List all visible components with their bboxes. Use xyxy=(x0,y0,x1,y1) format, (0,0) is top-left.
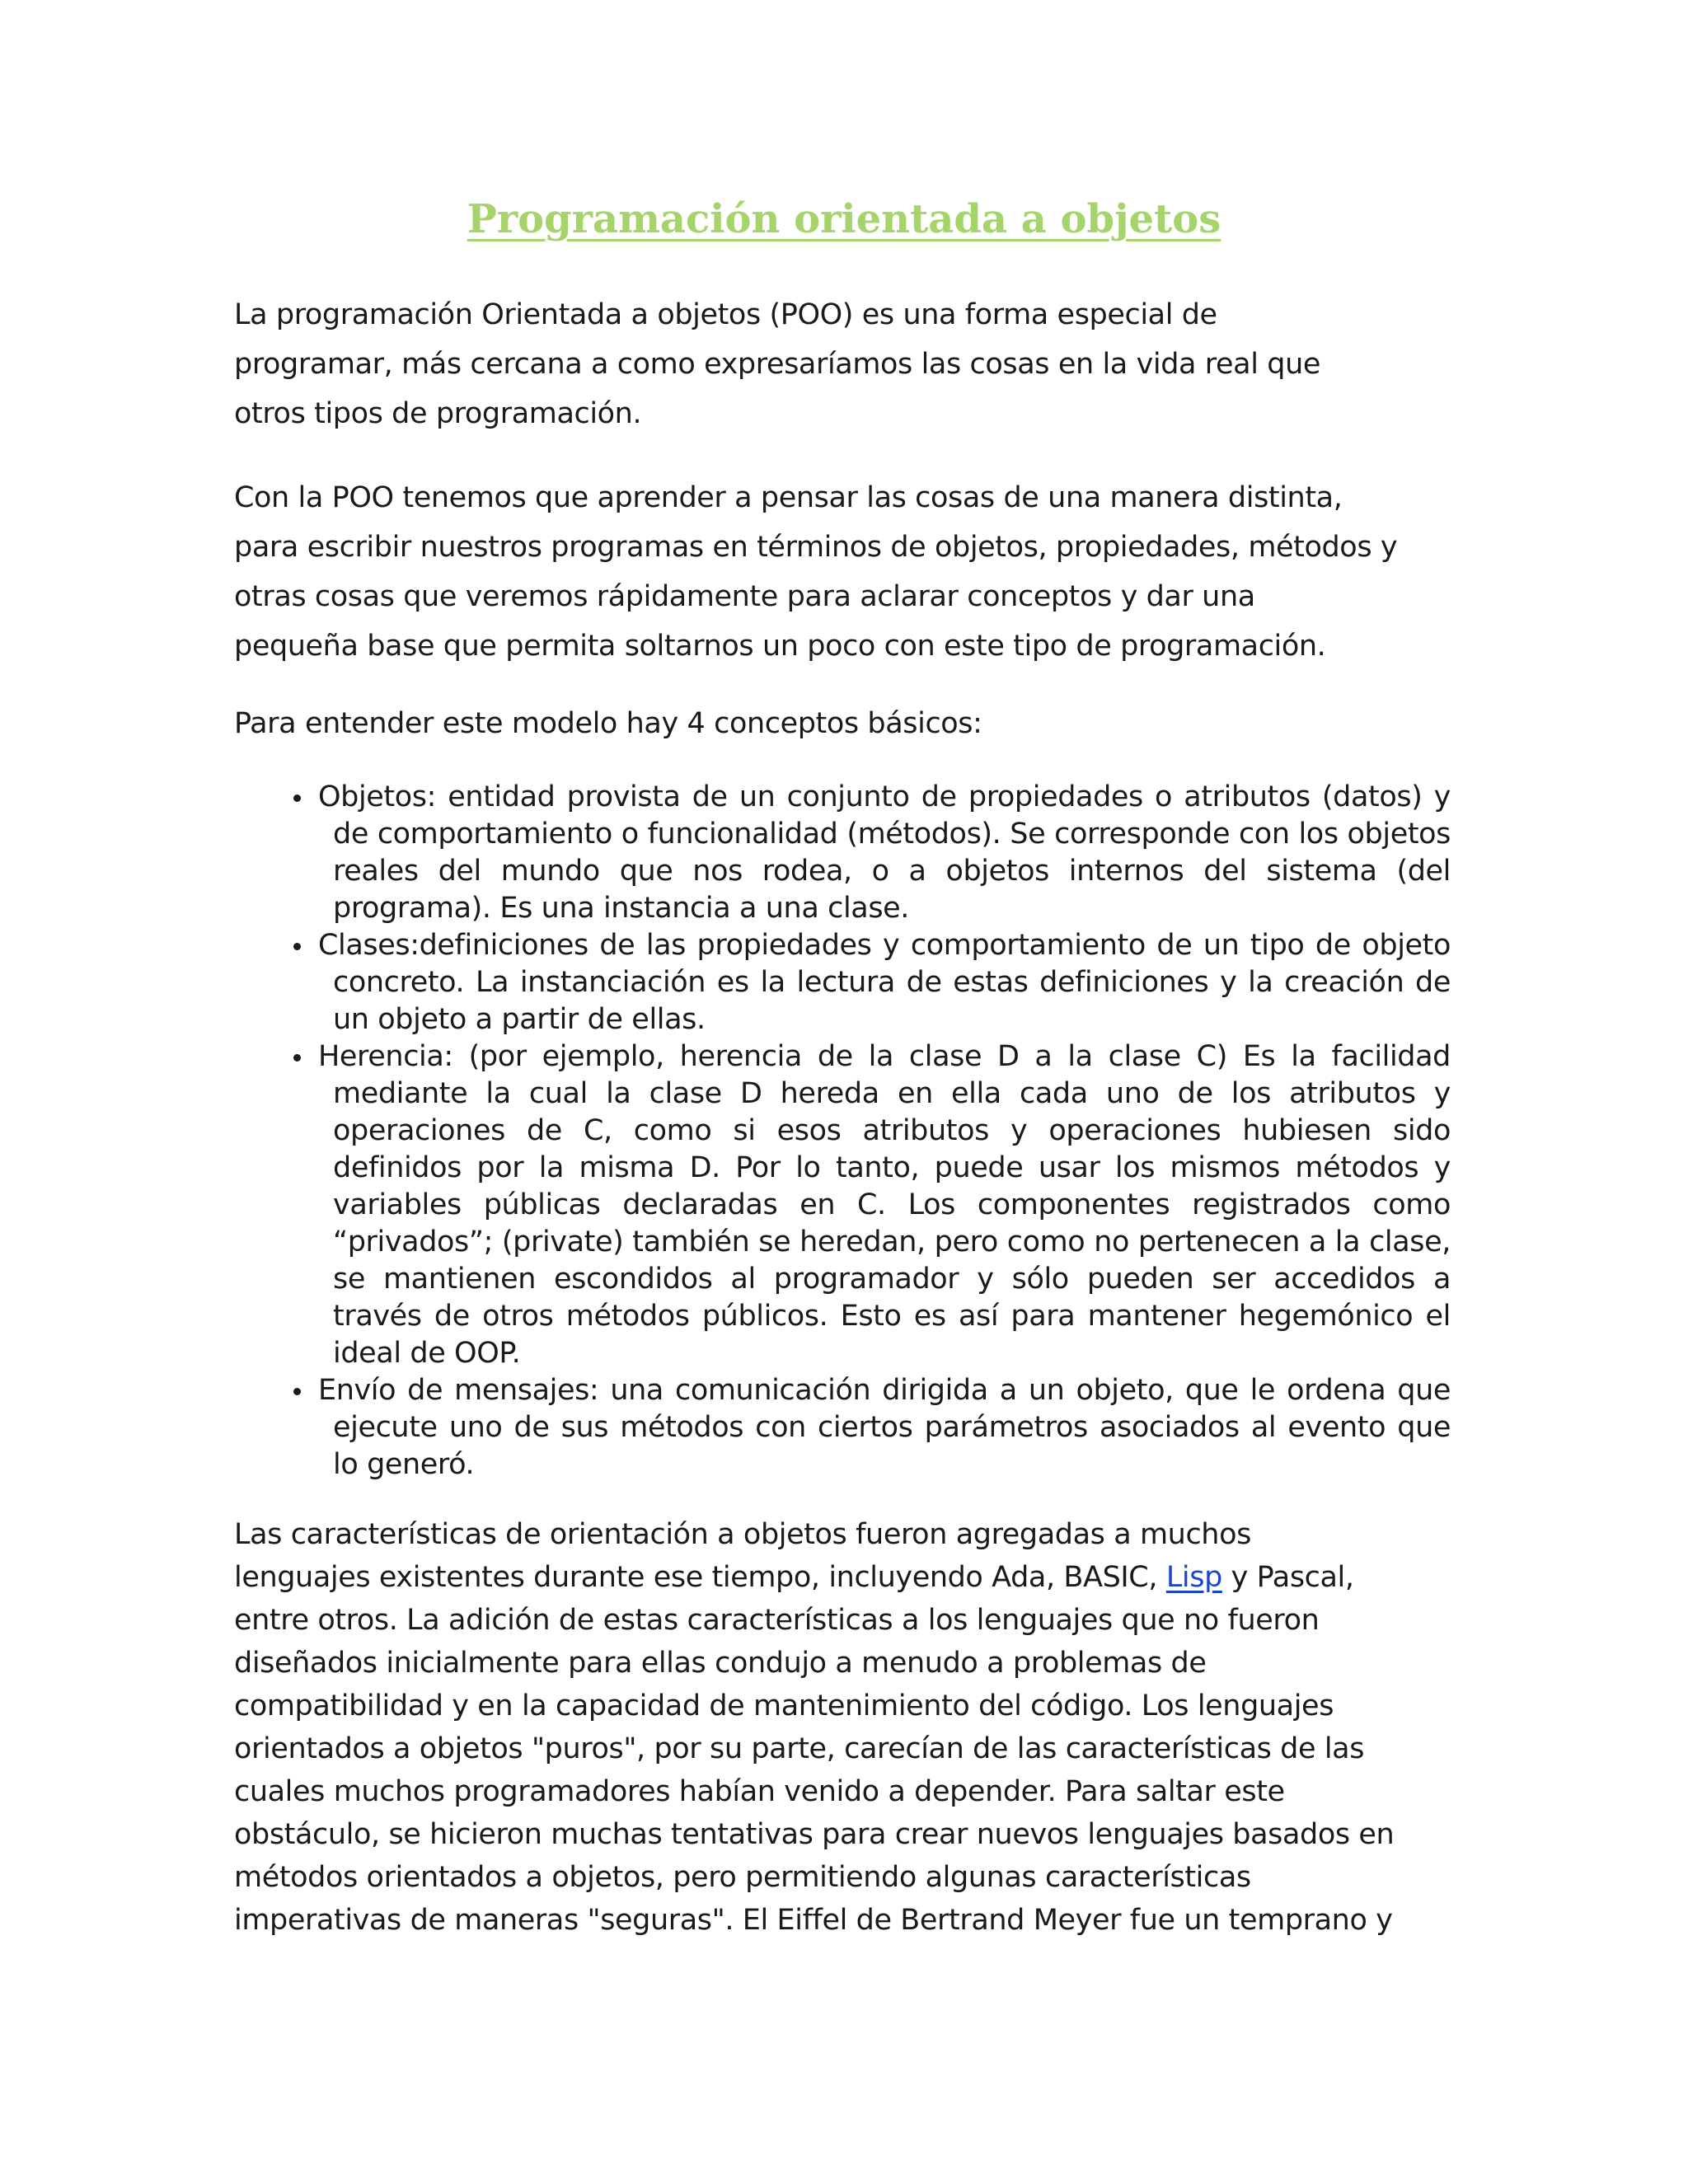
bullet-icon xyxy=(293,943,301,950)
list-item: Clases:definiciones de las propiedades y comportamiento de un tipo de objeto concreto. La instanciación es la lectura de estas definiciones y la creación de un objeto a partir de ellas. xyxy=(297,927,1451,1038)
list-item: Herencia: (por ejemplo, herencia de la clase D a la clase C) Es la facilidad mediante la cual la clase D hereda en ella cada uno de los atributos y operaciones de C, como si esos atributos y operaciones hubiesen sido definidos por la misma D. Por lo tanto, puede usar los mismos métodos y variables públicas declaradas en C. Los componentes registrados como “privados”; (private) también se heredan, pero como no pertenecen a la clase, se mantienen escondidos al programador y sólo pueden ser accedidos a través de otros métodos públicos. Esto es así para mantener hegemónico el ideal de OOP. xyxy=(297,1038,1451,1372)
bullet-icon xyxy=(293,794,301,802)
list-item: Objetos: entidad provista de un conjunto de propiedades o atributos (datos) y de comportamiento o funcionalidad (métodos). Se corresponde con los objetos reales del mundo que nos rodea, o a objetos internos del sistema (del programa). Es una instancia a una clase. xyxy=(297,779,1451,927)
poo-paragraph: Con la POO tenemos que aprender a pensar las cosas de una manera distinta, para escribir nuestros programas en términos de objetos, propiedades, métodos y otras cosas que veremos rápidamente para aclarar conceptos y dar una pequeña base que permita soltarnos un poco con este tipo de programación. xyxy=(234,481,1398,663)
bullet-icon xyxy=(293,1388,301,1395)
lisp-link[interactable]: Lisp xyxy=(1165,1561,1222,1594)
list-item: Envío de mensajes: una comunicación dirigida a un objeto, que le ordena que ejecute uno de sus métodos con ciertos parámetros asociados al evento que lo generó. xyxy=(297,1372,1451,1483)
bullet-icon xyxy=(293,1054,301,1062)
page-title: Programación orientada a objetos xyxy=(467,196,1221,242)
history-paragraph: Las características de orientación a objetos fueron agregadas a muchos lenguajes existentes durante ese tiempo, incluyendo Ada, BASIC, Lisp y Pascal, entre otros. La adición de estas características a los lenguajes que no fueron diseñados inicialmente para ellas condujo a menudo a problemas de compatibilidad y en la capacidad de mantenimiento del código. Los lenguajes orientados a objetos "puros", por su parte, carecían de las características de las cuales muchos programadores habían venido a depender. Para saltar este obstáculo, se hicieron muchas tentativas para crear nuevos lenguajes basados en métodos orientados a objetos, pero permitiendo algunas características imperativas de maneras "seguras". El Eiffel de Bertrand Meyer fue un temprano y xyxy=(234,1518,1395,1937)
concepts-intro: Para entender este modelo hay 4 conceptos básicos: xyxy=(234,707,982,740)
concepts-list xyxy=(297,779,1451,1483)
intro-paragraph: La programación Orientada a objetos (POO) es una forma especial de programar, más cercana a como expresaríamos las cosas en la vida real que otros tipos de programación. xyxy=(234,298,1320,430)
